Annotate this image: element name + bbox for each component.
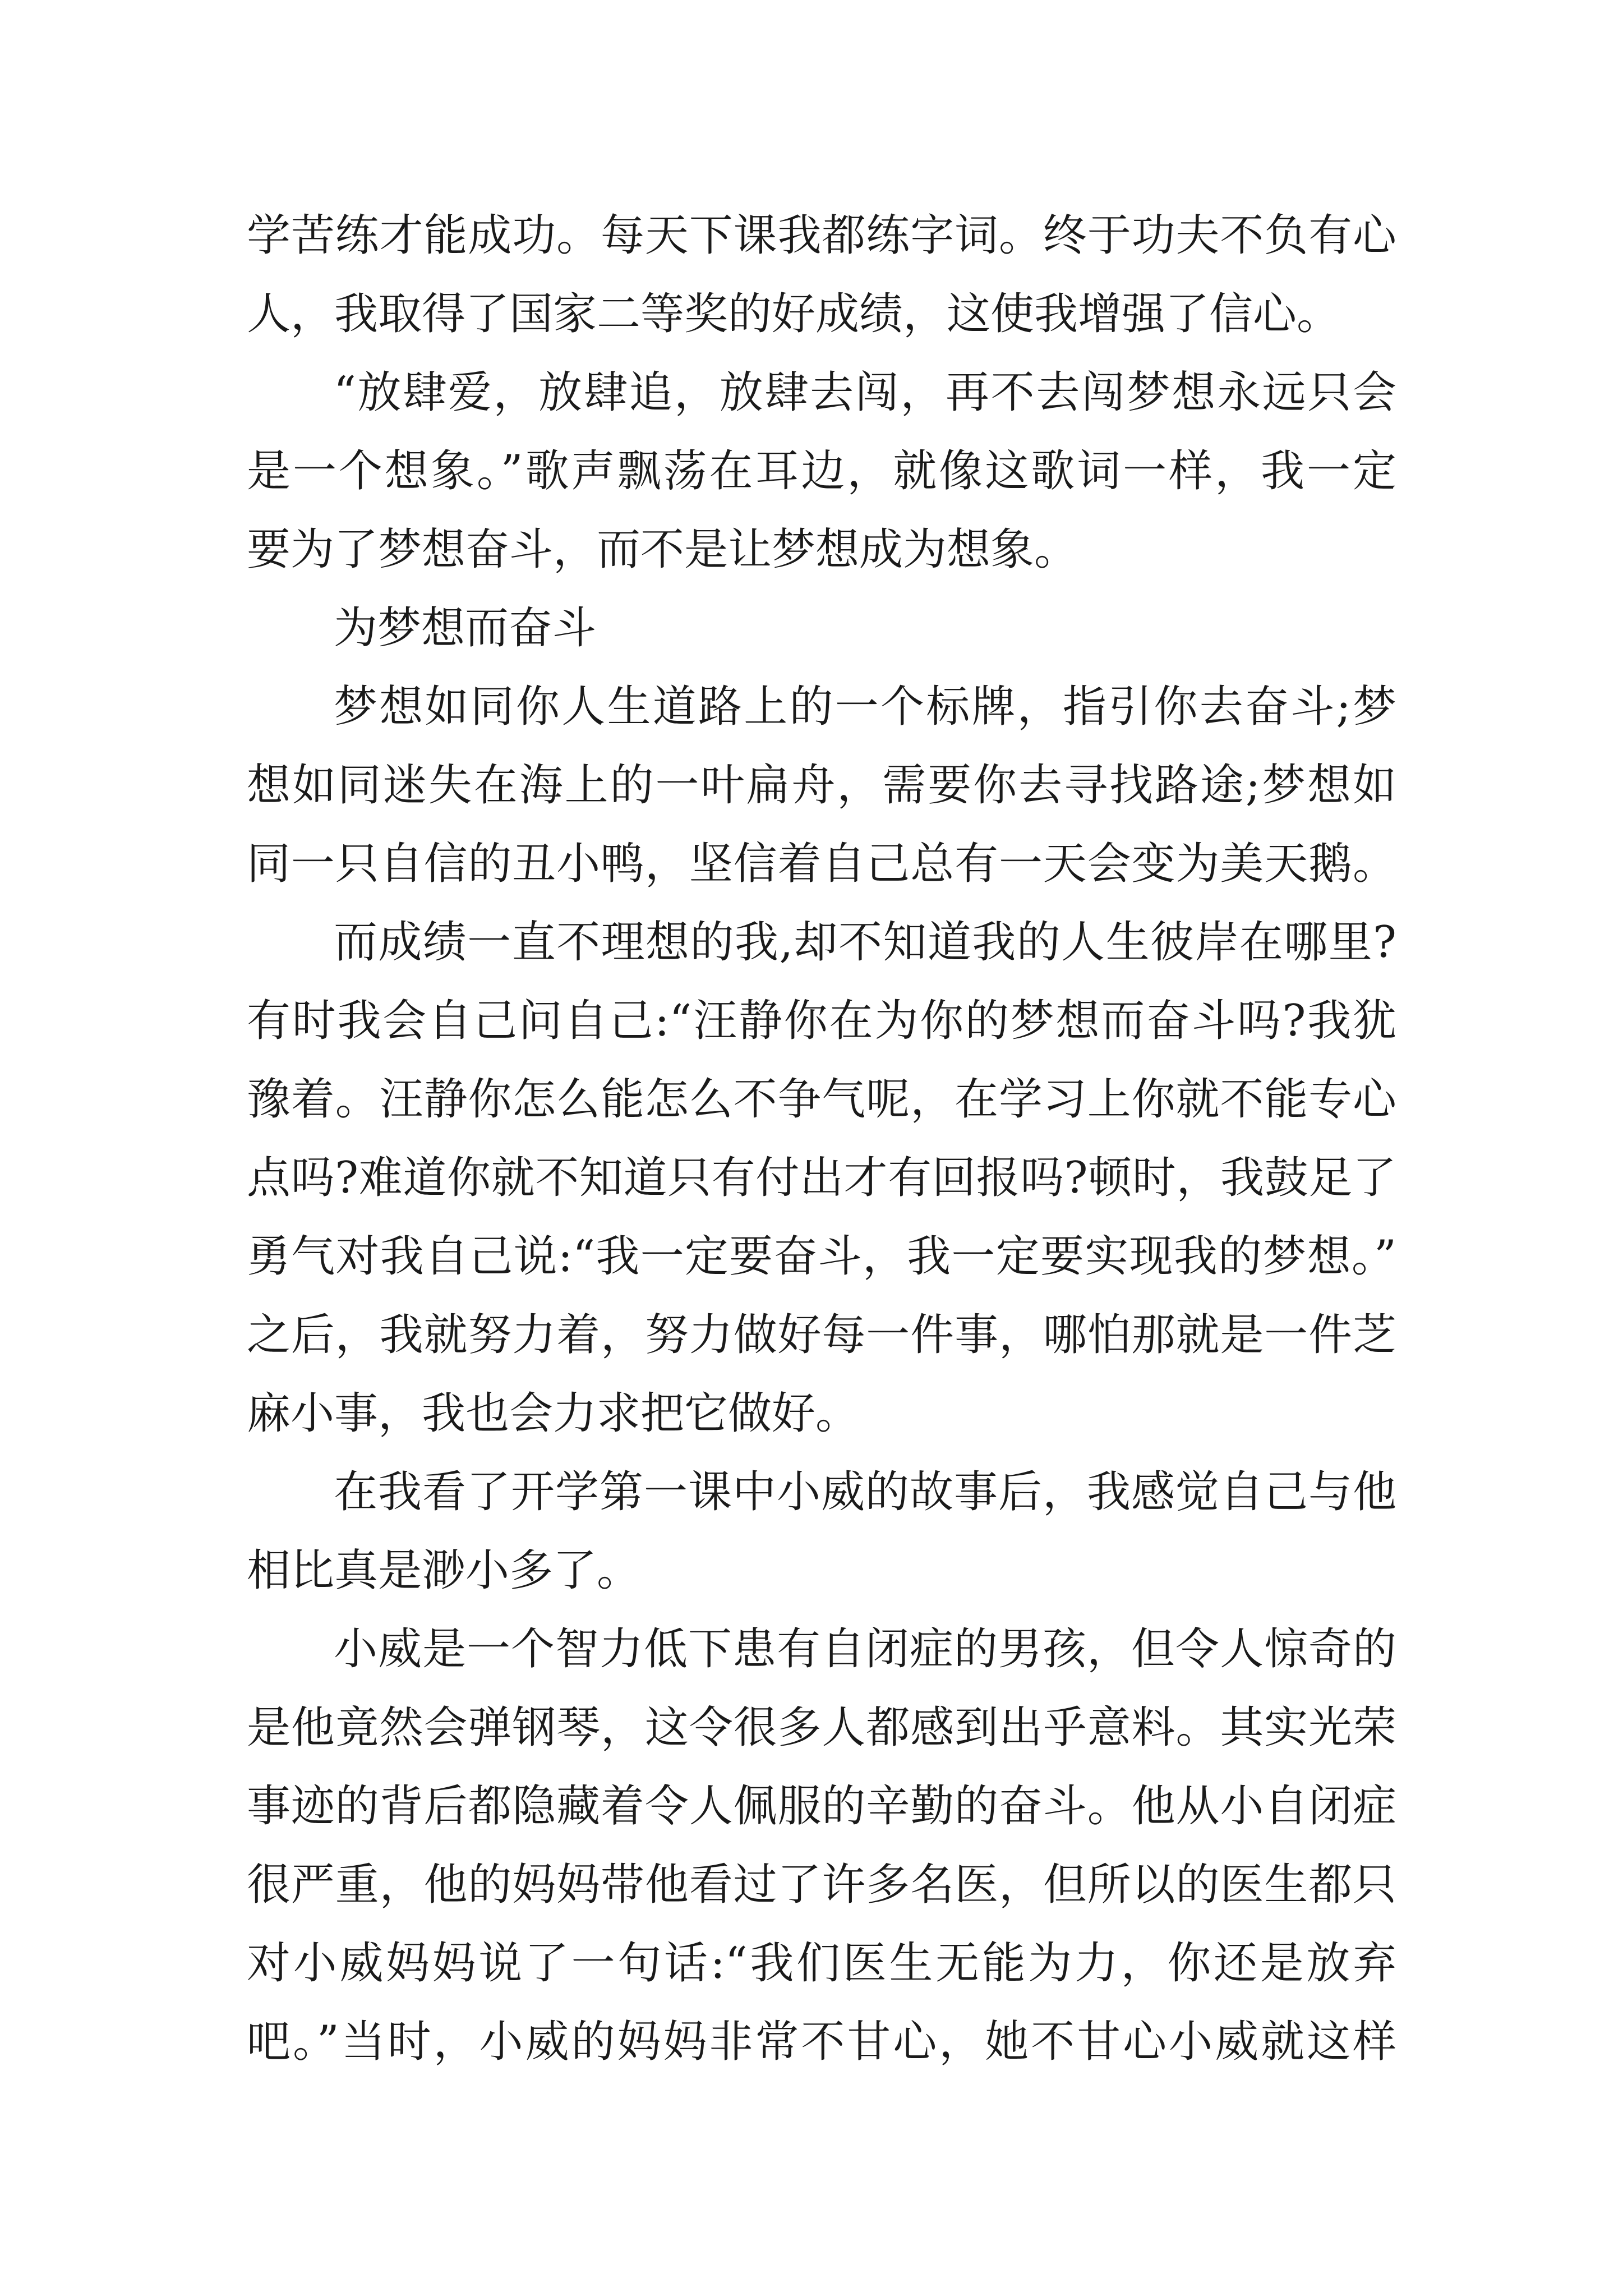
paragraph-line: 对小威妈妈说了一句话:“我们医生无能为力，你还是放弃: [247, 1938, 1396, 1989]
paragraph-line: 勇气对我自己说:“我一定要奋斗，我一定要实现我的梦想。”: [247, 1231, 1396, 1282]
paragraph-line: 吧。”当时，小威的妈妈非常不甘心，她不甘心小威就这样: [247, 2017, 1396, 2067]
paragraph-line: 梦想如同你人生道路上的一个标牌，指引你去奋斗;梦: [334, 682, 1396, 732]
paragraph-line: 在我看了开学第一课中小威的故事后，我感觉自己与他: [334, 1467, 1396, 1517]
paragraph-line: 而成绩一直不理想的我,却不知道我的人生彼岸在哪里?: [334, 917, 1396, 968]
paragraph-line: 想如同迷失在海上的一叶扁舟，需要你去寻找路途;梦想如: [247, 760, 1396, 811]
paragraph-line: 很严重，他的妈妈带他看过了许多名医，但所以的医生都只: [247, 1860, 1396, 1910]
section-title: 为梦想而奋斗: [334, 603, 597, 654]
paragraph-line: 小威是一个智力低下患有自闭症的男孩，但令人惊奇的: [334, 1624, 1396, 1674]
paragraph-line: 同一只自信的丑小鸭，坚信着自己总有一天会变为美天鹅。: [247, 839, 1396, 889]
paragraph-line: 人，我取得了国家二等奖的好成绩，这使我增强了信心。: [247, 289, 1341, 339]
paragraph-line: 豫着。汪静你怎么能怎么不争气呢，在学习上你就不能专心: [247, 1074, 1396, 1125]
paragraph-line: 之后，我就努力着，努力做好每一件事，哪怕那就是一件芝: [247, 1310, 1396, 1360]
paragraph-line: “放肆爱，放肆追，放肆去闯，再不去闯梦想永远只会: [334, 367, 1396, 418]
paragraph-line: 有时我会自己问自己:“汪静你在为你的梦想而奋斗吗?我犹: [247, 996, 1396, 1046]
paragraph-line: 学苦练才能成功。每天下课我都练字词。终于功夫不负有心: [247, 210, 1396, 261]
paragraph-line: 是他竟然会弹钢琴，这令很多人都感到出乎意料。其实光荣: [247, 1703, 1396, 1753]
paragraph-line: 要为了梦想奋斗，而不是让梦想成为想象。: [247, 524, 1078, 575]
paragraph-line: 点吗?难道你就不知道只有付出才有回报吗?顿时，我鼓足了: [247, 1153, 1396, 1203]
paragraph-line: 相比真是渺小多了。: [247, 1545, 641, 1596]
paragraph-line: 麻小事，我也会力求把它做好。: [247, 1388, 860, 1439]
paragraph-line: 是一个想象。”歌声飘荡在耳边，就像这歌词一样，我一定: [247, 446, 1396, 496]
paragraph-line: 事迹的背后都隐藏着令人佩服的辛勤的奋斗。他从小自闭症: [247, 1781, 1396, 1832]
